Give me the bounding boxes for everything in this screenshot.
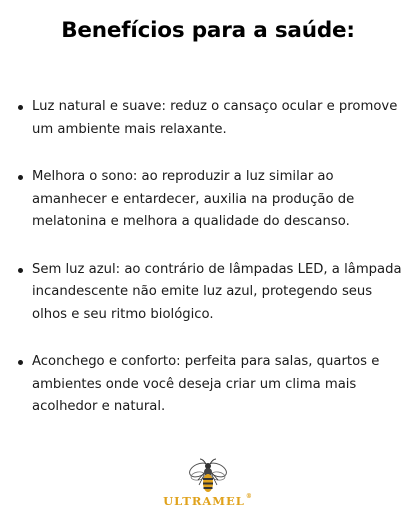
bullet-icon bbox=[18, 360, 23, 365]
brand-name-text: ULTRAMEL bbox=[163, 494, 245, 508]
list-item bbox=[18, 166, 402, 234]
bee-icon bbox=[186, 458, 230, 496]
list-item bbox=[18, 96, 402, 141]
brand-name bbox=[0, 494, 416, 508]
bullet-icon bbox=[18, 105, 23, 110]
benefit-text: Melhora o sono: ao reproduzir a luz similar ao amanhecer e entardecer, auxilia na produção de melatonina e melhora a qualidade do descanso. bbox=[32, 169, 355, 229]
brand-logo bbox=[0, 458, 416, 518]
benefit-text: Aconchego e conforto: perfeita para salas, quartos e ambientes onde você deseja criar um clima mais acolhedor e natural. bbox=[32, 354, 380, 414]
benefit-text: Sem luz azul: ao contrário de lâmpadas LED, a lâmpada incandescente não emite luz azul, protegendo seus olhos e seu ritmo biológico. bbox=[32, 261, 402, 322]
bullet-icon bbox=[18, 175, 23, 180]
list-item bbox=[18, 259, 402, 327]
bullet-icon bbox=[18, 268, 23, 273]
list-item bbox=[18, 351, 402, 419]
benefits-list bbox=[18, 96, 402, 444]
registered-mark: ® bbox=[245, 493, 253, 500]
benefit-text: Luz natural e suave: reduz o cansaço ocular e promove um ambiente mais relaxante. bbox=[32, 99, 398, 137]
page-title: Benefícios para a saúde: bbox=[61, 18, 355, 43]
